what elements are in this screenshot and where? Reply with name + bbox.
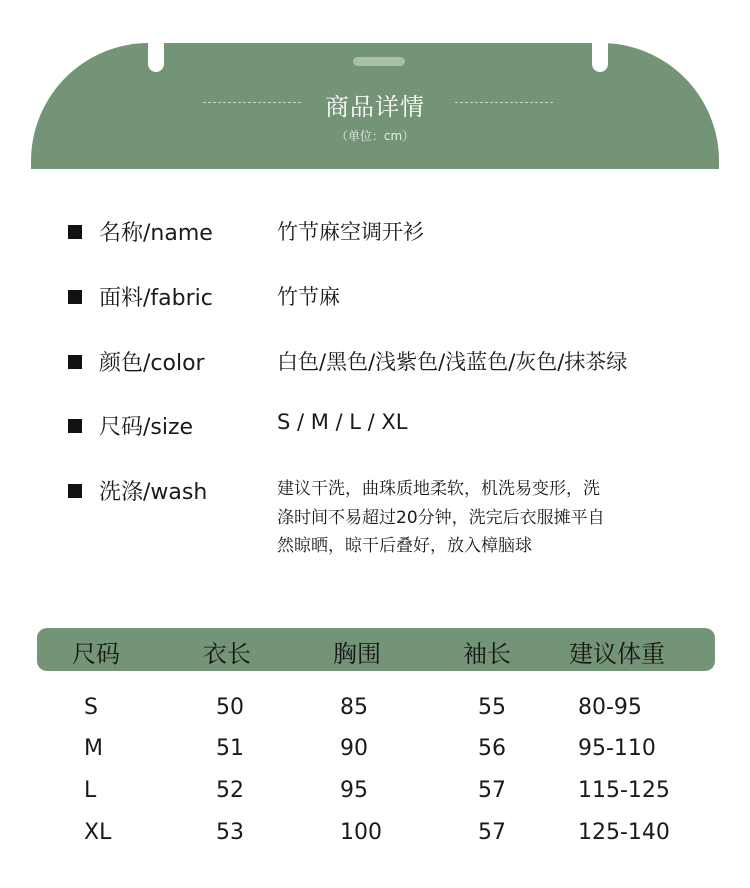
info-value: 竹节麻 (277, 285, 340, 309)
detail-header (31, 43, 719, 169)
table-cell: 95 (340, 778, 368, 803)
info-label: 颜色/color (99, 351, 205, 376)
header-handle (353, 57, 405, 66)
table-cell: XL (84, 820, 112, 845)
info-value: 竹节麻空调开衫 (277, 220, 424, 244)
table-cell: 57 (478, 820, 506, 845)
table-cell: 100 (340, 820, 382, 845)
column-header: 尺码 (72, 640, 120, 668)
table-cell: 56 (478, 736, 506, 761)
table-cell: 90 (340, 736, 368, 761)
wash-line: 涤时间不易超过20分钟，洗完后衣服摊平自 (277, 507, 605, 528)
table-cell: S (84, 695, 98, 720)
table-cell: 125-140 (578, 820, 670, 845)
table-cell: 80-95 (578, 695, 642, 720)
info-value: 白色/黑色/浅紫色/浅蓝色/灰色/抹茶绿 (277, 350, 628, 374)
table-cell: 57 (478, 778, 506, 803)
wash-instructions (277, 475, 697, 561)
unit-note: （单位：cm） (335, 129, 415, 143)
square-bullet-icon (68, 355, 82, 369)
table-cell: 115-125 (578, 778, 670, 803)
info-label: 名称/name (99, 221, 213, 246)
info-label: 面料/fabric (99, 286, 213, 311)
column-header: 建议体重 (569, 640, 665, 668)
info-value: S / M / L / XL (277, 410, 408, 434)
square-bullet-icon (68, 419, 82, 433)
table-cell: 53 (216, 820, 244, 845)
table-cell: 55 (478, 695, 506, 720)
column-header: 胸围 (333, 640, 381, 668)
table-cell: 85 (340, 695, 368, 720)
size-table-header (37, 628, 715, 671)
column-header: 衣长 (203, 640, 251, 668)
table-cell: 50 (216, 695, 244, 720)
wash-line: 然晾晒，晾干后叠好，放入樟脑球 (277, 536, 532, 556)
square-bullet-icon (68, 290, 82, 304)
info-label: 洗涤/wash (99, 480, 208, 505)
table-cell: 52 (216, 778, 244, 803)
hang-slot-left (148, 41, 164, 72)
square-bullet-icon (68, 484, 82, 498)
column-header: 袖长 (463, 640, 511, 668)
page-title: 商品详情 (325, 93, 425, 121)
wash-line: 建议干洗，曲珠质地柔软，机洗易变形，洗 (277, 479, 600, 499)
hang-slot-right (592, 41, 608, 72)
table-cell: 95-110 (578, 736, 656, 761)
table-cell: M (84, 736, 103, 761)
table-cell: L (84, 778, 97, 803)
table-cell: 51 (216, 736, 244, 761)
square-bullet-icon (68, 225, 82, 239)
info-label: 尺码/size (99, 415, 194, 440)
